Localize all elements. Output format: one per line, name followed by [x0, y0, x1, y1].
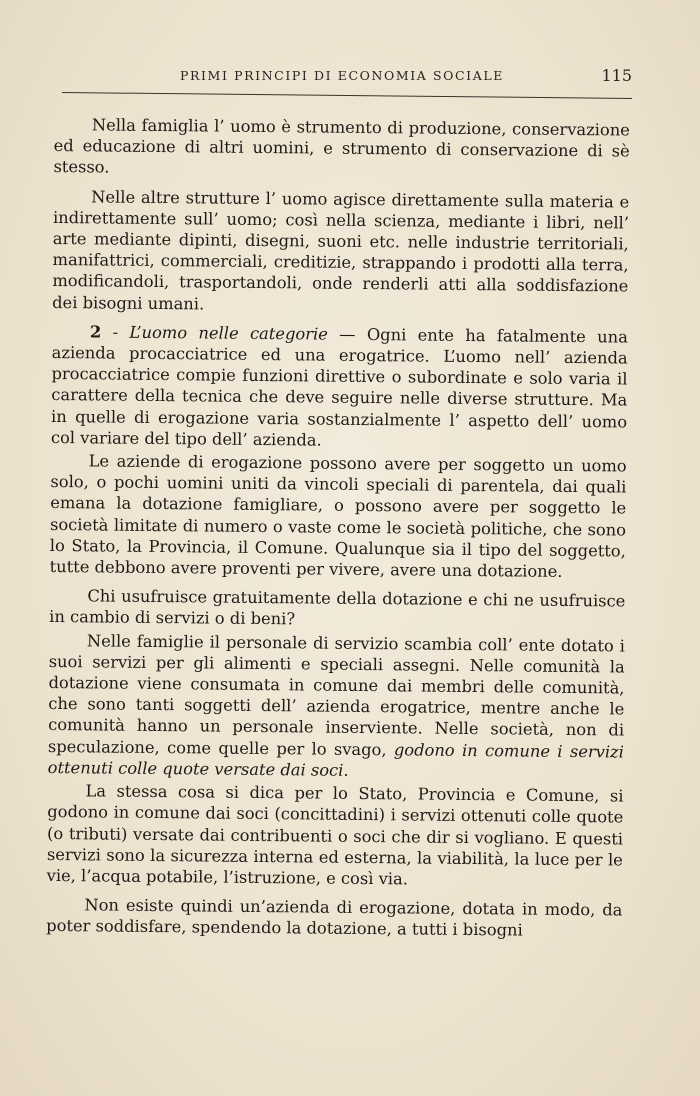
paragraph-7: La stessa cosa si dica per lo Stato, Provincia e Comune, si godono in comune dai soci (concittadini) i servizi ottenuti colle quote (o tributi) versate dai contribuenti o soci che dir si vogliano. E questi servizi sono la sicurezza interna ed esterna, la viabilità, la luce per le vie, l’acqua potabile, l’istruzione, e così via.: [46, 781, 624, 889]
paragraph-2: Nelle altre strutture l’ uomo agisce direttamente sulla materia e indirettamente sull’ uomo; così nella scienza, mediante i libri, nell’ arte mediante dipinti, disegni, suoni etc. nelle industrie territoriali, manifattrici, commerciali, creditizie, strappando i prodotti alla terra, modificandoli, trasportandoli, onde renderli atti alla soddisfazione dei bisogni umani.: [52, 186, 630, 314]
paragraph-3: 2 - L’uomo nelle categorie — Ogni ente ha fatalmente una azienda procacciatrice ed una erogatrice. L’uomo nell’ azienda procacciatrice compie funzioni direttive o subordinate e solo varia il carattere della tecnica che deve seguire nelle diverse strutture. Ma in quelle di erogazione varia sostanzialmente l’ aspetto dell’ uomo col variare del tipo dell’ azienda.: [50, 322, 628, 450]
paragraph-1: Nella famiglia l’ uomo è strumento di produzione, conservazione ed educazione di altri uomini, e strumento di conservazione di sè stesso.: [53, 115, 630, 177]
running-head: [62, 62, 632, 98]
paragraph-6: [48, 630, 625, 784]
paragraph-3-text: — Ogni ente ha fatalmente una azienda procacciatrice ed una erogatrice. L’uomo nell’ azienda procacciatrice compie funzioni direttive o subordinate e solo varia il carattere della tecnica che deve seguire nelle diverse strutture. Ma in quelle di erogazione varia sostanzialmente l’ aspetto dell’ uomo col variare del tipo dell’ azienda.: [50, 324, 628, 450]
paragraph-6-text: Nelle famiglie il personale di servizio scambia coll’ ente dotato i suoi servizi per gli alimenti e speciali assegni. Nelle comunità la dotazione viene consumata in comune dai membri delle comunità, che sono tanti soggetti dell’ azienda erogatrice, mentre anche le comunità hanno un personale inserviente. Nelle società, non di speculazione, come quelle per lo svago,: [47, 631, 626, 759]
running-title: PRIMI PRINCIPI DI ECONOMIA SOCIALE: [180, 68, 504, 83]
header-rule: [62, 92, 632, 99]
paragraph-6-emphasis: godono in comune i servizi ottenuti colle quote versate dai soci.: [47, 739, 624, 780]
section-number: 2: [89, 322, 102, 342]
section-title: L’uomo nelle categorie: [129, 322, 328, 344]
page-number: 115: [601, 66, 632, 85]
paragraph-4: Le aziende di erogazione possono avere per soggetto un uomo solo, o pochi uomini uniti da vincoli speciali di parentela, dai quali emana la dotazione famigliare, o possono avere per soggetto le società limitate di numero o vaste come le società politiche, che sono lo Stato, la Provincia, il Comune. Qualunque sia il tipo del soggetto, tutte debbono avere proventi per vivere, avere una dotazione.: [49, 451, 627, 581]
body-text: [46, 114, 630, 944]
paragraph-5: Chi usufruisce gratuitamente della dotazione e chi ne usufruisce in cambio di servizi o di beni?: [49, 586, 626, 629]
paragraph-8: Non esiste quindi un’azienda di erogazione, dotata in modo, da poter soddisfare, spendendo la dotazione, a tutti i bisogni: [46, 895, 623, 940]
